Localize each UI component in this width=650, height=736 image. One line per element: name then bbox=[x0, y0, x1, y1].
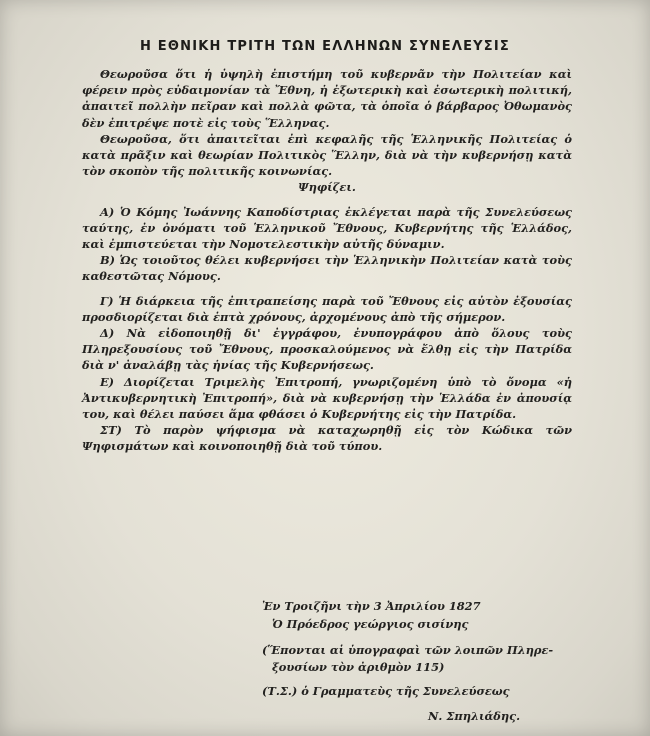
place-and-date: Ἐν Τροιζῆνι τὴν 3 Ἀπριλίου 1827 bbox=[262, 599, 481, 613]
secretary-name: Ν. Σπηλιάδης. bbox=[428, 709, 521, 723]
secretary-line: (Τ.Σ.) ὁ Γραμματεὺς τῆς Συνελεύσεως bbox=[262, 684, 510, 698]
president-signature: Ὁ Πρόεδρος γεώργιος σισίνης bbox=[272, 617, 469, 631]
article-c: Γ) Ἡ διάρκεια τῆς ἐπιτραπείσης παρὰ τοῦ Ἔθνους εἰς αὐτὸν ἐξουσίας προσδιορίζεται διὰ ἑπτὰ χρόνους, ἀρχομένους ἀπὸ τῆς σήμερον. bbox=[82, 293, 572, 324]
article-a: Α) Ὁ Κόμης Ἰωάννης Καποδίστριας ἐκλέγεται παρὰ τῆς Συνελεύσεως ταύτης, ἐν ὀνόματι τοῦ Ἑλληνικοῦ Ἔθνους, Κυβερνήτης τῆς Ἑλλάδος, καὶ ἐμπιστεύεται τὴν Νομοτελεστικὴν αὐτῆς δύναμιν. bbox=[82, 204, 572, 252]
preamble-paragraph-1: Θεωροῦσα ὅτι ἡ ὑψηλὴ ἐπιστήμη τοῦ κυβερνᾶν τὴν Πολιτείαν καὶ φέρειν πρὸς εὐδαιμονίαν τὰ Ἔθνη, ἡ ἐξωτερικὴ καὶ ἐσωτερικὴ πολιτική, ἀπαιτεῖ πολλὴν πεῖραν καὶ πολλὰ φῶτα, τὰ ὁποῖα ὁ βάρβαρος Ὀθωμανὸς δὲν ἐπιτρέψε ποτὲ εἰς τοὺς Ἕλληνας. bbox=[82, 67, 572, 130]
decree-heading: Ψηφίζει. bbox=[298, 180, 356, 195]
article-b: Β) Ὡς τοιοῦτος θέλει κυβερνήσει τὴν Ἑλληνικὴν Πολιτείαν κατὰ τοὺς καθεστῶτας Νόμους. bbox=[82, 253, 572, 284]
preamble-paragraph-2: Θεωροῦσα, ὅτι ἀπαιτεῖται ἐπὶ κεφαλῆς τῆς Ἑλληνικῆς Πολιτείας ὁ κατὰ πρᾶξιν καὶ θεωρίαν Πολιτικὸς Ἕλλην, διὰ νὰ τὴν κυβερνήσῃ κατὰ τὸν σκοπὸν τῆς πολιτικῆς κοινωνίας. bbox=[82, 131, 572, 179]
document-body bbox=[82, 66, 572, 455]
article-st: ΣΤ) Τὸ παρὸν ψήφισμα νὰ καταχωρηθῇ εἰς τὸν Κώδικα τῶν Ψηφισμάτων καὶ κοινοποιηθῇ διὰ τοῦ τύπου. bbox=[82, 423, 572, 454]
signatures-note-line-1: (Ἕπονται αἱ ὑπογραφαὶ τῶν λοιπῶν Πληρε- bbox=[262, 643, 554, 657]
document-title: Η ΕΘΝΙΚΗ ΤΡΙΤΗ ΤΩΝ ΕΛΛΗΝΩΝ ΣΥΝΕΛΕΥΣΙΣ bbox=[140, 39, 510, 54]
signatures-note-line-2: ξουσίων τὸν ἀριθμὸν 115) bbox=[272, 660, 445, 674]
article-e: Ε) Διορίζεται Τριμελὴς Ἐπιτροπή, γνωριζομένη ὑπὸ τὸ ὄνομα «ἡ Ἀντικυβερνητικὴ Ἐπιτροπή», διὰ νὰ κυβερνήσῃ τὴν Ἑλλάδα ἐν ἀπουσίᾳ του, καὶ θέλει παύσει ἅμα φθάσει ὁ Κυβερνήτης εἰς τὴν Πατρίδα. bbox=[82, 374, 572, 422]
article-d: Δ) Νὰ εἰδοποιηθῇ δι' ἐγγράφου, ἐνυπογράφου ἀπὸ ὅλους τοὺς Πληρεξουσίους τοῦ Ἔθνους, προσκαλούμενος νὰ ἔλθῃ εἰς τὴν Πατρίδα διὰ ν' ἀναλάβῃ τὰς ἡνίας τῆς Κυβερνήσεως. bbox=[82, 326, 572, 373]
